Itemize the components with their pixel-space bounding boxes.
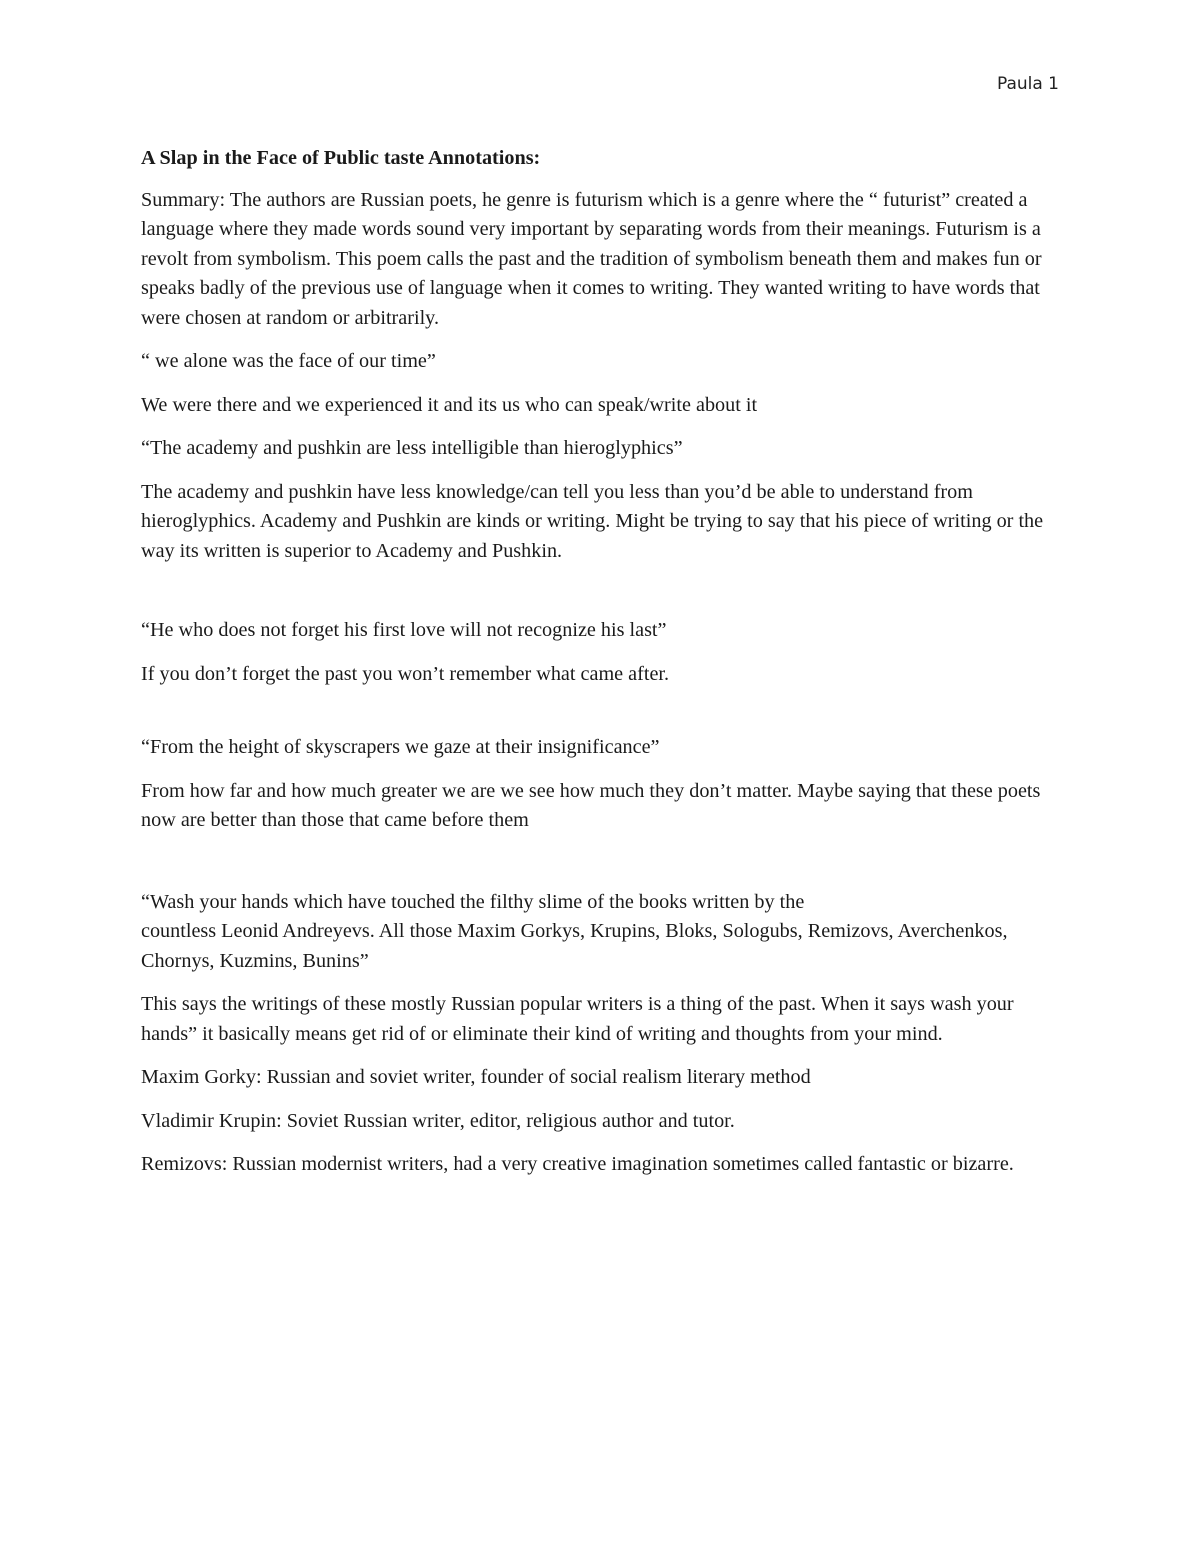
annotation-academy-pushkin: The academy and pushkin have less knowledge/can tell you less than you’d be able to understand from hieroglyphics. Academy and Pushkin are kinds or writing. Might be trying to say that his piece of writing or the way its written is superior to Academy and Pushkin. (141, 480, 1044, 562)
annotation-wash-hands: This says the writings of these mostly Russian popular writers is a thing of the past. When it says wash your hands” it basically means get rid of or eliminate their kind of writing and thoughts from your mind. (141, 993, 1014, 1045)
quote-wash-hands-line-1: “Wash your hands which have touched the filthy slime of the books written by the (141, 890, 805, 913)
page-header-label: Paula 1 (996, 74, 1059, 94)
quote-skyscrapers: “From the height of skyscrapers we gaze at their insignificance” (141, 736, 660, 758)
quote-wash-hands-line-2: countless Leonid Andreyevs. All those Maxim Gorkys, Krupins, Bloks, Sologubs, Remizovs, Averchenkos, Chornys, Kuzmins, Bunins” (141, 920, 1008, 972)
quote-wash-hands (141, 888, 1066, 977)
annotation-skyscrapers: From how far and how much greater we are we see how much they don’t matter. Maybe saying that these poets now are better than those that came before them (141, 779, 1041, 831)
summary-paragraph: Summary: The authors are Russian poets, he genre is futurism which is a genre where the “ futurist” created a language where they made words sound very important by separating words from their meanings. Futurism is a revolt from symbolism. This poem calls the past and the tradition of symbolism beneath them and makes fun or speaks badly of the previous use of language when it comes to writing. They wanted writing to have words that were chosen at random or arbitrarily. (141, 188, 1042, 329)
annotation-first-love: If you don’t forget the past you won’t remember what came after. (141, 662, 670, 685)
note-remizovs: Remizovs: Russian modernist writers, had a very creative imagination sometimes called fantastic or bizarre. (141, 1153, 1014, 1175)
document-body (141, 144, 1066, 1194)
quote-first-love: “He who does not forget his first love will not recognize his last” (141, 619, 667, 641)
note-maxim-gorky: Maxim Gorky: Russian and soviet writer, founder of social realism literary method (141, 1066, 811, 1088)
annotation-face-of-time: We were there and we experienced it and its us who can speak/write about it (141, 393, 758, 416)
quote-face-of-time: “ we alone was the face of our time” (141, 350, 436, 372)
note-vladimir-krupin: Vladimir Krupin: Soviet Russian writer, editor, religious author and tutor. (141, 1109, 735, 1132)
document-title: A Slap in the Face of Public taste Annotations: (141, 147, 541, 169)
quote-academy-pushkin: “The academy and pushkin are less intelligible than hieroglyphics” (141, 437, 683, 459)
